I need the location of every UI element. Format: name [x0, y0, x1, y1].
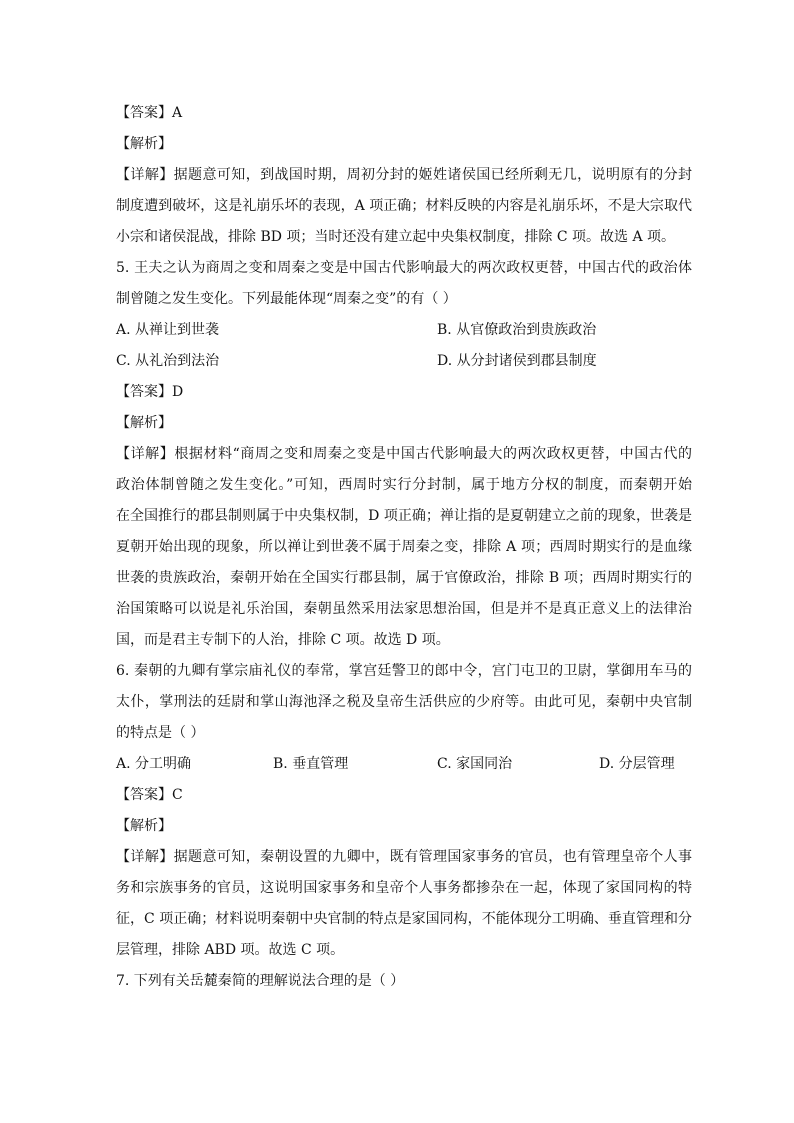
q5-analysis-heading: 【解析】 [116, 415, 172, 431]
q6-option-d: D. 分层管理 [599, 756, 675, 772]
q5-option-d: D. 从分封诸侯到郡县制度 [437, 353, 597, 369]
q5-options-row [116, 315, 692, 346]
q6-options-row [116, 749, 692, 780]
q6-detail-line: 征，C 项正确；材料说明秦朝中央官制的特点是家国同构，不能体现分工明确、垂直管理和分 [116, 911, 692, 927]
q6-analysis-heading: 【解析】 [116, 818, 172, 834]
q5-detail-line: 国，而是君主专制下的人治，排除 C 项。故选 D 项。 [116, 632, 450, 648]
q5-detail-line: 政治体制曾随之发生变化。”可知，西周时实行分封制，属于地方分权的制度，而秦朝开始 [116, 477, 692, 493]
q5-detail-line: 【详解】根据材料“商周之变和周秦之变是中国古代影响最大的两次政权更替，中国古代的 [116, 446, 692, 462]
q6-option-a: A. 分工明确 [116, 756, 192, 772]
q4-detail-line: 【详解】据题意可知，到战国时期，周初分封的姬姓诸侯国已经所剩无几，说明原有的分封 [116, 167, 692, 183]
q5-stem-line: 5. 王夫之认为商周之变和周秦之变是中国古代影响最大的两次政权更替，中国古代的政治体 [116, 260, 692, 276]
q5-options-row [116, 346, 692, 377]
q5-detail-line: 治国策略可以说是礼乐治国，秦朝虽然采用法家思想治国，但是并不是真正意义上的法律治 [116, 601, 692, 617]
q6-detail-line: 层管理，排除 ABD 项。故选 C 项。 [116, 942, 345, 958]
q6-stem-line: 的特点是（ ） [116, 725, 205, 741]
q6-answer: 【答案】C [116, 787, 183, 803]
q4-answer: 【答案】A [116, 105, 183, 121]
q5-stem-line: 制曾随之发生变化。下列最能体现“周秦之变”的有（ ） [116, 291, 457, 307]
q4-analysis-heading: 【解析】 [116, 136, 172, 152]
q6-option-b: B. 垂直管理 [273, 756, 349, 772]
q6-detail-line: 【详解】据题意可知，秦朝设置的九卿中，既有管理国家事务的官员，也有管理皇帝个人事 [116, 849, 692, 865]
q6-option-c: C. 家国同治 [437, 756, 513, 772]
q6-stem-line: 太仆，掌刑法的廷尉和掌山海池泽之税及皇帝生活供应的少府等。由此可见，秦朝中央官制 [116, 694, 692, 710]
q4-detail-line: 小宗和诸侯混战，排除 BD 项；当时还没有建立起中央集权制度，排除 C 项。故选 A 项。 [116, 229, 676, 245]
q5-detail-line: 世袭的贵族政治，秦朝开始在全国实行郡县制，属于官僚政治，排除 B 项；西周时期实行的 [116, 570, 692, 586]
q7-stem: 7. 下列有关岳麓秦简的理解说法合理的是（ ） [116, 973, 405, 989]
q6-stem-line: 6. 秦朝的九卿有掌宗庙礼仪的奉常，掌宫廷警卫的郎中令，宫门屯卫的卫尉，掌御用车马的 [116, 663, 692, 679]
q4-detail-line: 制度遭到破坏，这是礼崩乐坏的表现，A 项正确；材料反映的内容是礼崩乐坏，不是大宗取代 [116, 198, 692, 214]
q5-option-a: A. 从禅让到世袭 [116, 322, 220, 338]
document-page [116, 98, 692, 997]
q5-detail-line: 在全国推行的郡县制则属于中央集权制，D 项正确；禅让指的是夏朝建立之前的现象，世袭是 [116, 508, 692, 524]
q5-answer: 【答案】D [116, 384, 184, 400]
q5-option-c: C. 从礼治到法治 [116, 353, 220, 369]
q5-detail-line: 夏朝开始出现的现象，所以禅让到世袭不属于周秦之变，排除 A 项；西周时期实行的是血缘 [116, 539, 692, 555]
q6-detail-line: 务和宗族事务的官员，这说明国家事务和皇帝个人事务都掺杂在一起，体现了家国同构的特 [116, 880, 692, 896]
q5-option-b: B. 从官僚政治到贵族政治 [437, 322, 597, 338]
